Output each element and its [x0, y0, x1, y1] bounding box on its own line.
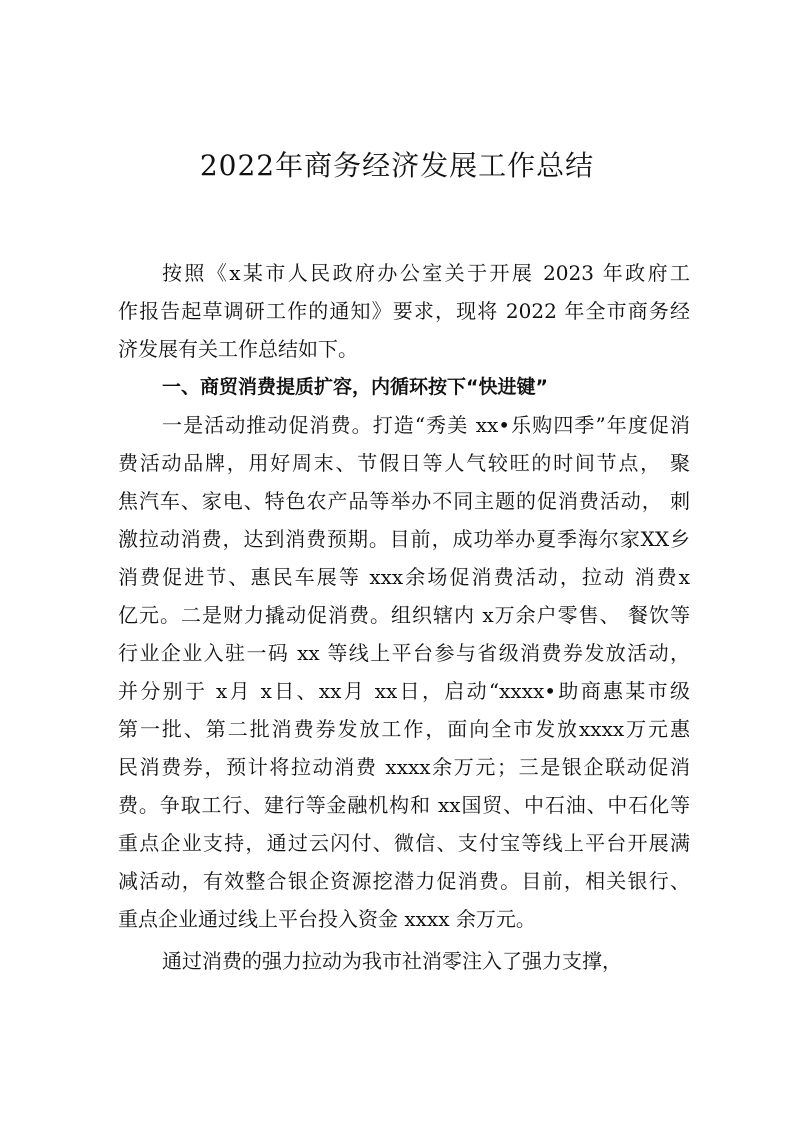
paragraph-line: 重点企业支持，通过云闪付、微信、支付宝等线上平台开展满	[118, 831, 690, 855]
intro-line: 济发展有关工作总结如下。	[118, 337, 358, 361]
intro-line: 按照《x某市人民政府办公室关于开展 2023 年政府工	[162, 261, 690, 285]
paragraph-line: 重点企业通过线上平台投入资金 xxxx 余万元。	[118, 907, 536, 931]
paragraph-line: 费活动品牌，用好周末、节假日等人气较旺的时间节点， 聚	[118, 451, 690, 475]
closing-line: 通过消费的强力拉动为我市社消零注入了强力支撑，	[162, 949, 622, 973]
document-body	[118, 254, 690, 980]
paragraph-line: 行业企业入驻一码 xx 等线上平台参与省级消费券发放活动，	[118, 641, 690, 665]
paragraph-line: 消费促进节、惠民车展等 xxx余场促消费活动，拉动 消费x	[118, 565, 690, 589]
paragraph-line: 一是活动推动促消费。打造“秀美 xx•乐购四季”年度促消	[162, 413, 690, 437]
paragraph-line: 第一批、第二批消费券发放工作，面向全市发放xxxx万元惠	[118, 717, 690, 741]
intro-line: 作报告起草调研工作的通知》要求，现将 2022 年全市商务经	[118, 299, 690, 323]
paragraph-line: 减活动，有效整合银企资源挖潜力促消费。目前，相关银行、	[118, 869, 690, 893]
paragraph-line: 并分别于 x月 x日、xx月 xx日，启动“xxxx•助商惠某市级	[118, 679, 690, 703]
paragraph-line: 亿元。二是财力撬动促消费。组织辖内 x万余户零售、 餐饮等	[118, 603, 690, 627]
paragraph-line: 民消费券，预计将拉动消费 xxxx余万元；三是银企联动促消	[118, 755, 690, 779]
paragraph-line: 焦汽车、家电、特色农产品等举办不同主题的促消费活动， 刺	[118, 489, 690, 513]
section-heading: 一、商贸消费提质扩容，内循环按下“快进键”	[162, 376, 548, 398]
paragraph-line: 激拉动消费，达到消费预期。目前，成功举办夏季海尔家XX乡	[118, 527, 690, 551]
paragraph-line: 费。争取工行、建行等金融机构和 xx国贸、中石油、中石化等	[118, 793, 690, 817]
document-title: 2022年商务经济发展工作总结	[199, 149, 595, 182]
